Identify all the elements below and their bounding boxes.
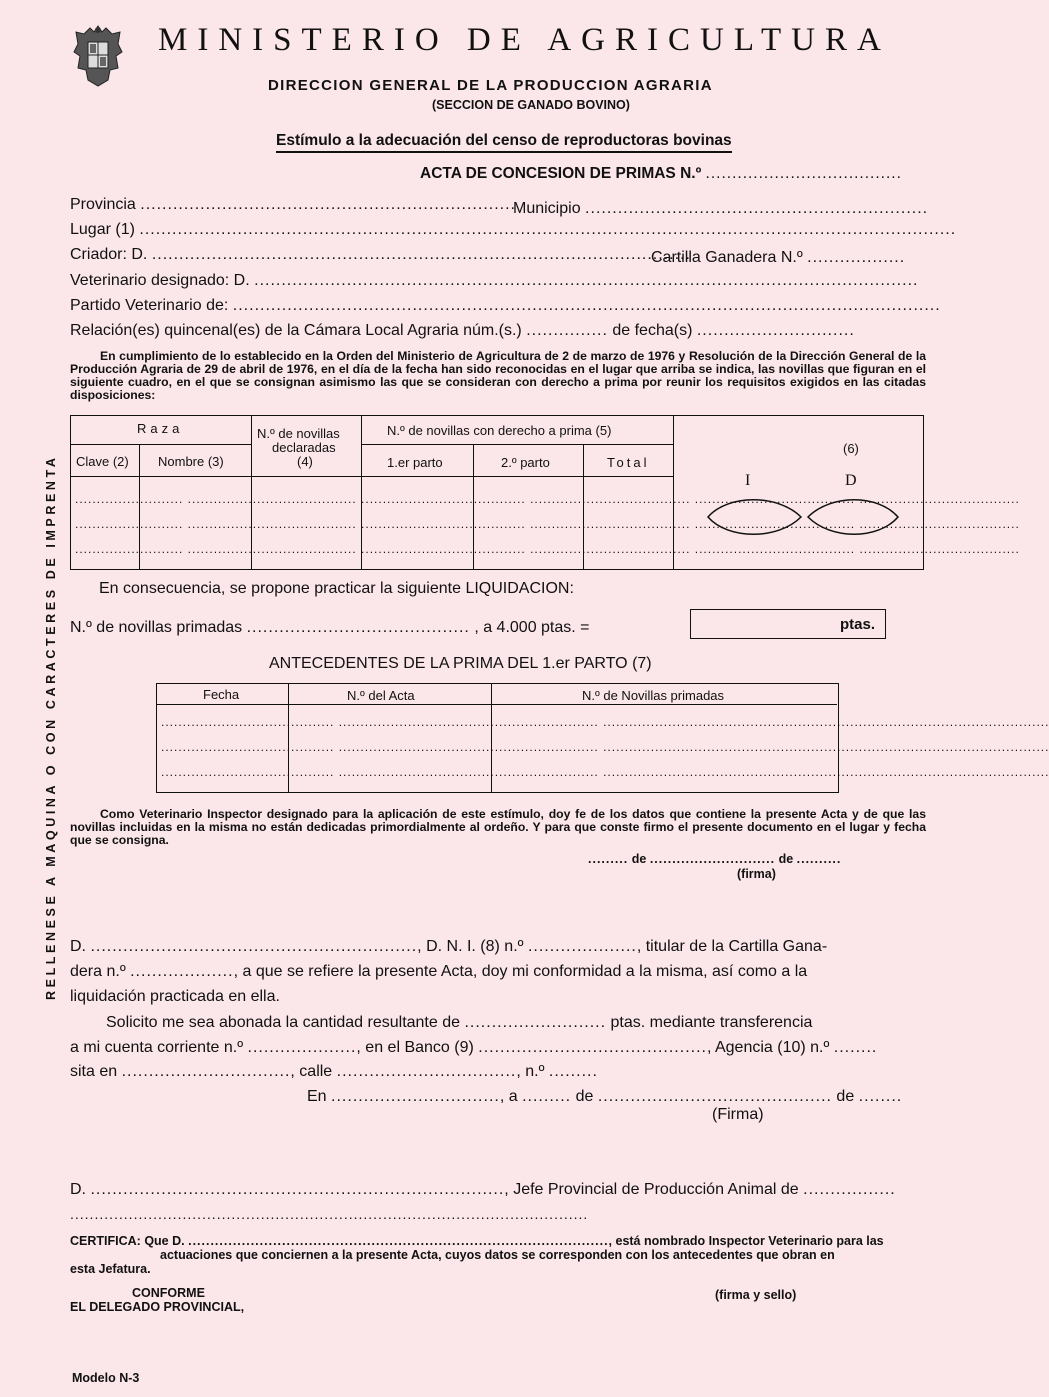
cartilla-number-field[interactable]: ................... <box>130 963 234 980</box>
cuenta-label: a mi cuenta corriente n.º <box>70 1039 244 1056</box>
solicito-line <box>106 1014 812 1032</box>
jefe-continuation-field[interactable]: .......................................................................................................... <box>70 1206 589 1222</box>
ptas-label: ptas. <box>839 616 875 633</box>
fecha-label: de fecha(s) <box>612 322 693 339</box>
modelo-label: Modelo N-3 <box>72 1371 140 1385</box>
liquidacion-intro: En consecuencia, se propone practicar la siguiente LIQUIDACION: <box>99 580 574 597</box>
cantidad-field[interactable]: .......................... <box>464 1014 607 1031</box>
en-place-field[interactable]: ............................... <box>331 1088 500 1105</box>
conforme-label: CONFORME <box>132 1286 205 1300</box>
certifica-line1 <box>70 1234 884 1248</box>
lugar-row <box>70 221 956 239</box>
conformidad-firma: (Firma) <box>712 1106 764 1123</box>
dni-field[interactable]: .................... <box>527 938 637 955</box>
calle-label: , calle <box>290 1063 333 1080</box>
novillas-primadas-label: N.º de novillas primadas <box>70 619 243 636</box>
lugar-field[interactable]: ...................................................................................................................................................... <box>139 221 957 238</box>
inspector-place-field[interactable]: ......... <box>588 852 629 866</box>
criador-row <box>70 246 691 264</box>
agencia-label: , Agencia (10) n.º <box>706 1039 830 1056</box>
provincia-row <box>70 196 516 214</box>
table-row[interactable]: ........................................ ............................................................ ....................................................................................................... <box>161 765 1049 779</box>
antecedentes-title: ANTECEDENTES DE LA PRIMA DEL 1.er PARTO (7) <box>269 655 652 672</box>
table-divider <box>71 476 673 477</box>
agencia-field[interactable]: ........ <box>833 1039 878 1056</box>
parto1-header: 1.er parto <box>387 455 443 470</box>
ear-outline-diagram <box>703 492 903 542</box>
conformidad-line1 <box>70 938 827 956</box>
jefe-name-field[interactable]: ............................................................................ <box>90 1181 505 1198</box>
en-line <box>307 1088 902 1106</box>
relacion-field[interactable]: ............... <box>526 322 608 339</box>
day-field[interactable]: ......... <box>522 1088 572 1105</box>
titular-label: , titular de la Cartilla Gana- <box>636 938 828 955</box>
veterinario-label: Veterinario designado: D. <box>70 272 250 289</box>
coat-of-arms-emblem <box>70 22 126 90</box>
cartilla-field[interactable]: .................. <box>807 249 906 266</box>
table-row[interactable]: ........................................ ............................................................ ....................................................................................................... <box>161 740 1049 754</box>
conformidad-line3: liquidación practicada en ella. <box>70 988 280 1005</box>
acta-title <box>420 165 902 183</box>
inspector-month-field[interactable]: ............................ <box>649 852 776 866</box>
side-instruction: RELLENESE A MAQUINA O CON CARACTERES DE IMPRENTA <box>44 454 58 1000</box>
total-ptas-box[interactable] <box>690 609 886 639</box>
antecedentes-table <box>156 683 1049 793</box>
refiere-text: , a que se refiere la presente Acta, doy mi conformidad a la misma, así como a la <box>233 963 808 980</box>
criador-label: Criador: D. <box>70 246 148 263</box>
certifica-name-field[interactable]: .............................................................................................. <box>188 1234 609 1248</box>
dni-label: , D. N. I. (8) n.º <box>417 938 524 955</box>
cuenta-line <box>70 1039 877 1057</box>
novillas-column-header: N.º de Novillas primadas <box>582 688 725 703</box>
table-row[interactable]: ......................... ....................................... ...................................... ..................................... ..................................... ..................................... <box>75 492 1020 506</box>
table-divider <box>361 444 673 445</box>
numero-field[interactable]: ......... <box>548 1063 598 1080</box>
de-label-2: de <box>836 1088 855 1105</box>
partido-row <box>70 297 941 315</box>
certifica-que: Que D. <box>144 1234 185 1248</box>
cartilla-label: Cartilla Ganadera N.º <box>651 249 803 266</box>
certifica-label: CERTIFICA: <box>70 1234 141 1248</box>
relacion-row <box>70 322 855 340</box>
declaradas-header-line3: (4) <box>297 454 313 469</box>
provincia-label: Provincia <box>70 196 136 213</box>
table-row[interactable]: ......................... ....................................... ...................................... ..................................... ..................................... ..................................... <box>75 517 1020 531</box>
municipio-row <box>513 200 928 218</box>
right-mark-label: D <box>845 472 857 489</box>
note-6-label: (6) <box>843 441 859 456</box>
municipio-field[interactable]: ............................................................... <box>585 200 929 217</box>
sita-line <box>70 1063 598 1081</box>
derecho-header: N.º de novillas con derecho a prima (5) <box>387 423 612 438</box>
relacion-label: Relación(es) quincenal(es) de la Cámara Local Agraria núm.(s.) <box>70 322 522 339</box>
left-mark-label: I <box>745 472 751 489</box>
conformidad-line2 <box>70 963 807 981</box>
dera-label: dera n.º <box>70 963 126 980</box>
inspector-year-field[interactable]: .......... <box>796 852 842 866</box>
parto2-header: 2.º parto <box>501 455 550 470</box>
raza-header: Raza <box>137 421 184 436</box>
municipio-label: Municipio <box>513 200 581 217</box>
certifica-line2: actuaciones que conciernen a la presente Acta, cuyos datos se corresponden con los antecedentes que obran en <box>160 1248 835 1262</box>
nombre-header: Nombre (3) <box>158 454 224 469</box>
novillas-primadas-field[interactable]: ......................................... <box>246 619 470 636</box>
cuenta-field[interactable]: .................... <box>247 1039 357 1056</box>
fecha-field[interactable]: ............................. <box>696 322 855 339</box>
month-field[interactable]: ........................................... <box>597 1088 832 1105</box>
declaradas-header-line2: declaradas <box>272 440 336 455</box>
numero-label: , n.º <box>516 1063 545 1080</box>
acta-title-text: ACTA DE CONCESION DE PRIMAS N.º <box>420 165 702 182</box>
table-divider <box>71 444 251 445</box>
ministry-title: MINISTERIO DE AGRICULTURA <box>158 22 891 58</box>
criador-field[interactable]: ................................................................................................... <box>151 246 691 263</box>
total-header: Total <box>607 455 650 470</box>
partido-label: Partido Veterinario de: <box>70 297 229 314</box>
table-divider <box>157 704 837 705</box>
conformidad-d-label: D. <box>70 938 86 955</box>
de-label: de <box>575 1088 594 1105</box>
banco-field[interactable]: .......................................... <box>478 1039 707 1056</box>
solicito-text: Solicito me sea abonada la cantidad resultante de <box>106 1014 461 1031</box>
inspector-de-1: de <box>631 852 647 866</box>
certifica-nombrado: , está nombrado Inspector Veterinario para las <box>608 1234 884 1248</box>
section-label: (SECCION DE GANADO BOVINO) <box>432 98 630 112</box>
inspector-firma: (firma) <box>737 867 776 881</box>
en-label: En <box>307 1088 327 1105</box>
novillas-primadas-row <box>70 619 590 637</box>
sita-field[interactable]: ............................... <box>121 1063 291 1080</box>
veterinario-row <box>70 272 918 290</box>
table-row[interactable]: ........................................ ............................................................ ....................................................................................................... <box>161 715 1049 729</box>
inspector-date-row <box>588 852 841 866</box>
year-field[interactable]: ........ <box>858 1088 903 1105</box>
firma-sello-label: (firma y sello) <box>715 1288 797 1302</box>
inspector-paragraph: Como Veterinario Inspector designado para la aplicación de este estímulo, doy fe de los datos que contiene la presente Acta y de que las novillas incluidas en la misma no están dedicadas primordialmente al ordeño. Y para que conste firmo el presente documento en el lugar y fecha que se consigna. <box>70 807 926 847</box>
jefe-text: , Jefe Provincial de Producción Animal de <box>504 1181 799 1198</box>
lugar-label: Lugar (1) <box>70 221 135 238</box>
rate-label: , a 4.000 ptas. = <box>474 619 590 636</box>
banco-label: , en el Banco (9) <box>356 1039 474 1056</box>
provincia-field[interactable]: ..................................................................... <box>140 196 516 213</box>
directorate-subtitle: DIRECCION GENERAL DE LA PRODUCCION AGRARIA <box>268 77 713 94</box>
jefe-d-label: D. <box>70 1181 86 1198</box>
sita-label: sita en <box>70 1063 118 1080</box>
clave-header: Clave (2) <box>76 454 129 469</box>
partido-field[interactable]: .................................................................................................................................. <box>232 297 941 314</box>
novillas-table <box>70 415 1020 570</box>
jefe-line <box>70 1181 896 1199</box>
acta-column-header: N.º del Acta <box>347 688 415 703</box>
delegado-label: EL DELEGADO PROVINCIAL, <box>70 1300 245 1314</box>
transferencia-text: ptas. mediante transferencia <box>610 1014 813 1031</box>
fecha-column-header: Fecha <box>203 687 240 702</box>
certifica-line3: esta Jefatura. <box>70 1262 151 1276</box>
intro-paragraph: En cumplimiento de lo establecido en la Orden del Ministerio de Agricultura de 2 de marzo de 1976 y Resolución de la Dirección General de la Producción Agraria de 29 de abril de 1976, en el día de la fecha han sido reconocidas en el lugar que arriba se indica, las novillas que figuran en el siguiente cuadro, en el que se consignan asimismo las que se consideran con derecho a prima por reunir los requisitos exigidos en las citadas disposiciones: <box>70 349 926 402</box>
cartilla-row <box>651 249 905 267</box>
veterinario-field[interactable]: .......................................................................................................................... <box>254 272 919 289</box>
declaradas-header-line1: N.º de novillas <box>257 426 340 441</box>
inspector-de-2: de <box>778 852 794 866</box>
a-label: , a <box>499 1088 518 1105</box>
table-row[interactable]: ......................... ....................................... ...................................... ..................................... ..................................... ..................................... <box>75 542 1020 556</box>
calle-field[interactable]: ................................. <box>336 1063 517 1080</box>
jefe-province-field[interactable]: ................. <box>803 1181 896 1198</box>
acta-number-field[interactable]: ..................................... <box>705 165 902 182</box>
conformidad-name-field[interactable]: ............................................................ <box>90 938 418 955</box>
program-title: Estímulo a la adecuación del censo de reproductoras bovinas <box>276 132 732 153</box>
